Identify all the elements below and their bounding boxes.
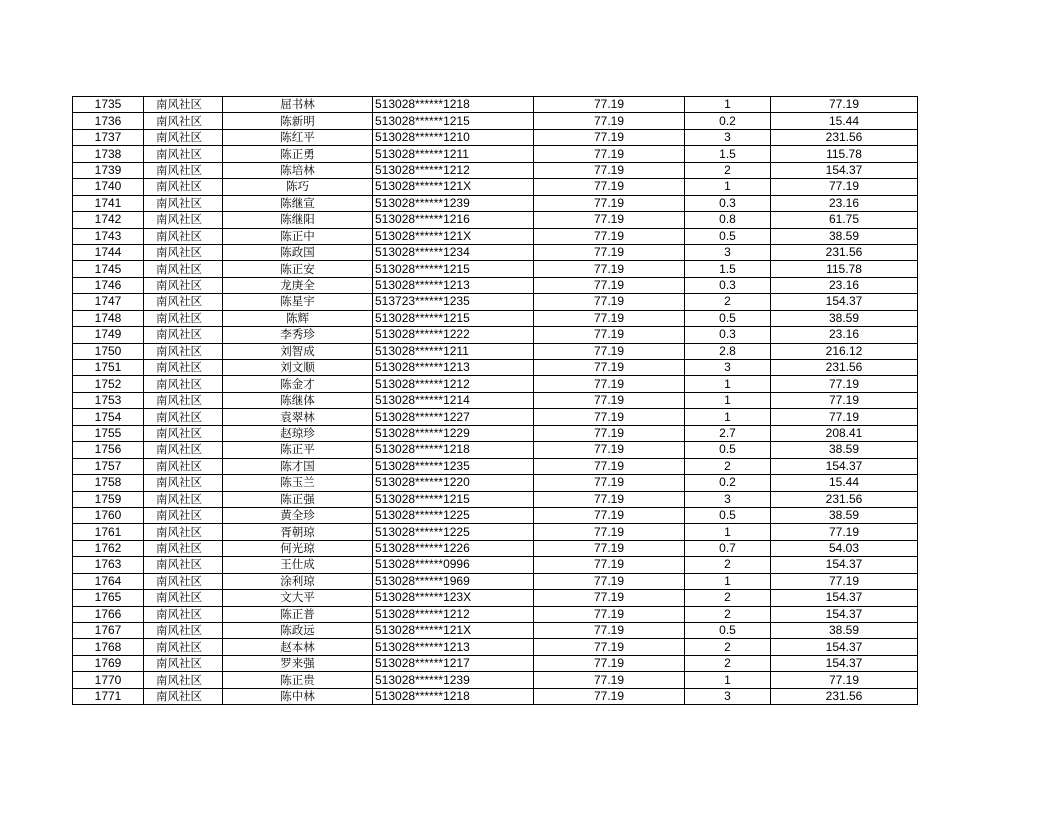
id-number-cell: 513028******121X bbox=[373, 179, 534, 195]
table-row bbox=[73, 310, 918, 326]
community-cell: 南风社区 bbox=[144, 475, 223, 491]
row-number: 1768 bbox=[73, 639, 144, 655]
quantity-cell: 3 bbox=[685, 688, 771, 704]
quantity-cell: 0.5 bbox=[685, 507, 771, 523]
quantity-cell: 2.7 bbox=[685, 425, 771, 441]
quantity-cell: 0.2 bbox=[685, 475, 771, 491]
table-row bbox=[73, 606, 918, 622]
row-number: 1746 bbox=[73, 277, 144, 293]
name-cell: 陈政国 bbox=[223, 244, 373, 260]
quantity-cell: 1 bbox=[685, 392, 771, 408]
id-number-cell: 513028******1218 bbox=[373, 442, 534, 458]
unit-price-cell: 77.19 bbox=[534, 672, 685, 688]
id-number-cell: 513028******1210 bbox=[373, 129, 534, 145]
id-number-cell: 513028******1225 bbox=[373, 524, 534, 540]
amount-cell: 154.37 bbox=[771, 606, 918, 622]
unit-price-cell: 77.19 bbox=[534, 376, 685, 392]
row-number: 1765 bbox=[73, 590, 144, 606]
community-cell: 南风社区 bbox=[144, 310, 223, 326]
row-number: 1739 bbox=[73, 162, 144, 178]
unit-price-cell: 77.19 bbox=[534, 392, 685, 408]
amount-cell: 38.59 bbox=[771, 623, 918, 639]
row-number: 1756 bbox=[73, 442, 144, 458]
name-cell: 龙庚全 bbox=[223, 277, 373, 293]
name-cell: 陈正中 bbox=[223, 228, 373, 244]
community-cell: 南风社区 bbox=[144, 425, 223, 441]
id-number-cell: 513028******121X bbox=[373, 228, 534, 244]
quantity-cell: 1 bbox=[685, 573, 771, 589]
unit-price-cell: 77.19 bbox=[534, 590, 685, 606]
community-cell: 南风社区 bbox=[144, 655, 223, 671]
row-number: 1757 bbox=[73, 458, 144, 474]
quantity-cell: 2 bbox=[685, 294, 771, 310]
community-cell: 南风社区 bbox=[144, 540, 223, 556]
row-number: 1759 bbox=[73, 491, 144, 507]
community-cell: 南风社区 bbox=[144, 327, 223, 343]
community-cell: 南风社区 bbox=[144, 212, 223, 228]
id-number-cell: 513028******1212 bbox=[373, 606, 534, 622]
community-cell: 南风社区 bbox=[144, 639, 223, 655]
name-cell: 陈正安 bbox=[223, 261, 373, 277]
community-cell: 南风社区 bbox=[144, 162, 223, 178]
id-number-cell: 513028******1969 bbox=[373, 573, 534, 589]
amount-cell: 77.19 bbox=[771, 409, 918, 425]
row-number: 1769 bbox=[73, 655, 144, 671]
community-cell: 南风社区 bbox=[144, 343, 223, 359]
community-cell: 南风社区 bbox=[144, 623, 223, 639]
row-number: 1764 bbox=[73, 573, 144, 589]
community-cell: 南风社区 bbox=[144, 524, 223, 540]
unit-price-cell: 77.19 bbox=[534, 557, 685, 573]
name-cell: 涂利琼 bbox=[223, 573, 373, 589]
table-row bbox=[73, 688, 918, 704]
id-number-cell: 513028******1239 bbox=[373, 672, 534, 688]
id-number-cell: 513723******1235 bbox=[373, 294, 534, 310]
amount-cell: 154.37 bbox=[771, 590, 918, 606]
name-cell: 刘智成 bbox=[223, 343, 373, 359]
quantity-cell: 2 bbox=[685, 606, 771, 622]
unit-price-cell: 77.19 bbox=[534, 327, 685, 343]
unit-price-cell: 77.19 bbox=[534, 179, 685, 195]
name-cell: 陈正贵 bbox=[223, 672, 373, 688]
id-number-cell: 513028******1234 bbox=[373, 244, 534, 260]
quantity-cell: 0.5 bbox=[685, 228, 771, 244]
table-row bbox=[73, 507, 918, 523]
name-cell: 陈培林 bbox=[223, 162, 373, 178]
row-number: 1766 bbox=[73, 606, 144, 622]
amount-cell: 154.37 bbox=[771, 639, 918, 655]
community-cell: 南风社区 bbox=[144, 228, 223, 244]
community-cell: 南风社区 bbox=[144, 606, 223, 622]
quantity-cell: 0.8 bbox=[685, 212, 771, 228]
table-row bbox=[73, 573, 918, 589]
amount-cell: 38.59 bbox=[771, 507, 918, 523]
table-row bbox=[73, 524, 918, 540]
community-cell: 南风社区 bbox=[144, 277, 223, 293]
amount-cell: 115.78 bbox=[771, 261, 918, 277]
table-row bbox=[73, 261, 918, 277]
community-cell: 南风社区 bbox=[144, 146, 223, 162]
quantity-cell: 1 bbox=[685, 524, 771, 540]
name-cell: 陈继体 bbox=[223, 392, 373, 408]
amount-cell: 231.56 bbox=[771, 360, 918, 376]
name-cell: 陈正勇 bbox=[223, 146, 373, 162]
unit-price-cell: 77.19 bbox=[534, 162, 685, 178]
unit-price-cell: 77.19 bbox=[534, 277, 685, 293]
table-row bbox=[73, 179, 918, 195]
amount-cell: 54.03 bbox=[771, 540, 918, 556]
quantity-cell: 2 bbox=[685, 557, 771, 573]
table-row bbox=[73, 639, 918, 655]
row-number: 1749 bbox=[73, 327, 144, 343]
quantity-cell: 2.8 bbox=[685, 343, 771, 359]
amount-cell: 77.19 bbox=[771, 97, 918, 113]
quantity-cell: 0.5 bbox=[685, 310, 771, 326]
quantity-cell: 0.3 bbox=[685, 195, 771, 211]
community-cell: 南风社区 bbox=[144, 129, 223, 145]
amount-cell: 231.56 bbox=[771, 244, 918, 260]
table-row bbox=[73, 655, 918, 671]
name-cell: 陈辉 bbox=[223, 310, 373, 326]
table-row bbox=[73, 343, 918, 359]
unit-price-cell: 77.19 bbox=[534, 475, 685, 491]
amount-cell: 23.16 bbox=[771, 195, 918, 211]
amount-cell: 115.78 bbox=[771, 146, 918, 162]
row-number: 1763 bbox=[73, 557, 144, 573]
community-cell: 南风社区 bbox=[144, 590, 223, 606]
amount-cell: 231.56 bbox=[771, 129, 918, 145]
community-cell: 南风社区 bbox=[144, 261, 223, 277]
quantity-cell: 2 bbox=[685, 590, 771, 606]
unit-price-cell: 77.19 bbox=[534, 409, 685, 425]
amount-cell: 208.41 bbox=[771, 425, 918, 441]
id-number-cell: 513028******1215 bbox=[373, 491, 534, 507]
unit-price-cell: 77.19 bbox=[534, 146, 685, 162]
unit-price-cell: 77.19 bbox=[534, 310, 685, 326]
table-row bbox=[73, 458, 918, 474]
unit-price-cell: 77.19 bbox=[534, 688, 685, 704]
table-row bbox=[73, 212, 918, 228]
quantity-cell: 3 bbox=[685, 129, 771, 145]
quantity-cell: 0.5 bbox=[685, 623, 771, 639]
id-number-cell: 513028******0996 bbox=[373, 557, 534, 573]
id-number-cell: 513028******1227 bbox=[373, 409, 534, 425]
table-row bbox=[73, 360, 918, 376]
unit-price-cell: 77.19 bbox=[534, 639, 685, 655]
name-cell: 文大平 bbox=[223, 590, 373, 606]
row-number: 1740 bbox=[73, 179, 144, 195]
name-cell: 刘文顺 bbox=[223, 360, 373, 376]
row-number: 1762 bbox=[73, 540, 144, 556]
table-row bbox=[73, 146, 918, 162]
quantity-cell: 0.5 bbox=[685, 442, 771, 458]
id-number-cell: 513028******1217 bbox=[373, 655, 534, 671]
table-row bbox=[73, 623, 918, 639]
table-row bbox=[73, 672, 918, 688]
name-cell: 胥朝琼 bbox=[223, 524, 373, 540]
amount-cell: 38.59 bbox=[771, 442, 918, 458]
quantity-cell: 1 bbox=[685, 672, 771, 688]
name-cell: 陈红平 bbox=[223, 129, 373, 145]
name-cell: 屈书林 bbox=[223, 97, 373, 113]
row-number: 1747 bbox=[73, 294, 144, 310]
name-cell: 陈正强 bbox=[223, 491, 373, 507]
id-number-cell: 513028******1212 bbox=[373, 162, 534, 178]
amount-cell: 23.16 bbox=[771, 277, 918, 293]
quantity-cell: 1 bbox=[685, 179, 771, 195]
table-row bbox=[73, 129, 918, 145]
community-cell: 南风社区 bbox=[144, 244, 223, 260]
name-cell: 赵本林 bbox=[223, 639, 373, 655]
amount-cell: 77.19 bbox=[771, 524, 918, 540]
table-row bbox=[73, 277, 918, 293]
unit-price-cell: 77.19 bbox=[534, 97, 685, 113]
row-number: 1745 bbox=[73, 261, 144, 277]
name-cell: 陈玉兰 bbox=[223, 475, 373, 491]
community-cell: 南风社区 bbox=[144, 376, 223, 392]
row-number: 1761 bbox=[73, 524, 144, 540]
table-body bbox=[73, 97, 918, 705]
id-number-cell: 513028******1220 bbox=[373, 475, 534, 491]
community-cell: 南风社区 bbox=[144, 688, 223, 704]
amount-cell: 77.19 bbox=[771, 392, 918, 408]
table-row bbox=[73, 540, 918, 556]
name-cell: 陈巧 bbox=[223, 179, 373, 195]
community-cell: 南风社区 bbox=[144, 113, 223, 129]
amount-cell: 61.75 bbox=[771, 212, 918, 228]
amount-cell: 77.19 bbox=[771, 573, 918, 589]
unit-price-cell: 77.19 bbox=[534, 261, 685, 277]
amount-cell: 216.12 bbox=[771, 343, 918, 359]
name-cell: 陈政远 bbox=[223, 623, 373, 639]
row-number: 1754 bbox=[73, 409, 144, 425]
row-number: 1753 bbox=[73, 392, 144, 408]
id-number-cell: 513028******1239 bbox=[373, 195, 534, 211]
name-cell: 黄全珍 bbox=[223, 507, 373, 523]
table-row bbox=[73, 557, 918, 573]
name-cell: 袁翠林 bbox=[223, 409, 373, 425]
id-number-cell: 513028******1214 bbox=[373, 392, 534, 408]
id-number-cell: 513028******1218 bbox=[373, 688, 534, 704]
id-number-cell: 513028******1213 bbox=[373, 360, 534, 376]
quantity-cell: 0.2 bbox=[685, 113, 771, 129]
unit-price-cell: 77.19 bbox=[534, 360, 685, 376]
name-cell: 赵琼珍 bbox=[223, 425, 373, 441]
amount-cell: 154.37 bbox=[771, 458, 918, 474]
quantity-cell: 2 bbox=[685, 639, 771, 655]
quantity-cell: 2 bbox=[685, 458, 771, 474]
table-row bbox=[73, 244, 918, 260]
table-row bbox=[73, 113, 918, 129]
unit-price-cell: 77.19 bbox=[534, 606, 685, 622]
name-cell: 陈金才 bbox=[223, 376, 373, 392]
community-cell: 南风社区 bbox=[144, 573, 223, 589]
name-cell: 陈新明 bbox=[223, 113, 373, 129]
data-table bbox=[72, 96, 918, 705]
table-row bbox=[73, 162, 918, 178]
name-cell: 李秀珍 bbox=[223, 327, 373, 343]
unit-price-cell: 77.19 bbox=[534, 540, 685, 556]
id-number-cell: 513028******123X bbox=[373, 590, 534, 606]
id-number-cell: 513028******1216 bbox=[373, 212, 534, 228]
name-cell: 陈正普 bbox=[223, 606, 373, 622]
quantity-cell: 2 bbox=[685, 162, 771, 178]
unit-price-cell: 77.19 bbox=[534, 343, 685, 359]
quantity-cell: 0.3 bbox=[685, 327, 771, 343]
row-number: 1770 bbox=[73, 672, 144, 688]
amount-cell: 231.56 bbox=[771, 491, 918, 507]
row-number: 1738 bbox=[73, 146, 144, 162]
community-cell: 南风社区 bbox=[144, 507, 223, 523]
table-row bbox=[73, 425, 918, 441]
unit-price-cell: 77.19 bbox=[534, 425, 685, 441]
name-cell: 陈中林 bbox=[223, 688, 373, 704]
row-number: 1735 bbox=[73, 97, 144, 113]
row-number: 1771 bbox=[73, 688, 144, 704]
row-number: 1758 bbox=[73, 475, 144, 491]
id-number-cell: 513028******1213 bbox=[373, 277, 534, 293]
amount-cell: 23.16 bbox=[771, 327, 918, 343]
id-number-cell: 513028******1215 bbox=[373, 310, 534, 326]
quantity-cell: 1.5 bbox=[685, 146, 771, 162]
community-cell: 南风社区 bbox=[144, 458, 223, 474]
row-number: 1737 bbox=[73, 129, 144, 145]
unit-price-cell: 77.19 bbox=[534, 491, 685, 507]
id-number-cell: 513028******1212 bbox=[373, 376, 534, 392]
table-row bbox=[73, 475, 918, 491]
row-number: 1742 bbox=[73, 212, 144, 228]
id-number-cell: 513028******1226 bbox=[373, 540, 534, 556]
unit-price-cell: 77.19 bbox=[534, 195, 685, 211]
table-row bbox=[73, 590, 918, 606]
id-number-cell: 513028******1215 bbox=[373, 113, 534, 129]
amount-cell: 154.37 bbox=[771, 655, 918, 671]
name-cell: 陈正平 bbox=[223, 442, 373, 458]
name-cell: 王仕成 bbox=[223, 557, 373, 573]
quantity-cell: 0.3 bbox=[685, 277, 771, 293]
table-row bbox=[73, 376, 918, 392]
amount-cell: 154.37 bbox=[771, 162, 918, 178]
amount-cell: 77.19 bbox=[771, 376, 918, 392]
id-number-cell: 513028******1218 bbox=[373, 97, 534, 113]
id-number-cell: 513028******121X bbox=[373, 623, 534, 639]
id-number-cell: 513028******1225 bbox=[373, 507, 534, 523]
row-number: 1752 bbox=[73, 376, 144, 392]
row-number: 1748 bbox=[73, 310, 144, 326]
row-number: 1751 bbox=[73, 360, 144, 376]
id-number-cell: 513028******1222 bbox=[373, 327, 534, 343]
quantity-cell: 3 bbox=[685, 244, 771, 260]
community-cell: 南风社区 bbox=[144, 195, 223, 211]
table-row bbox=[73, 392, 918, 408]
row-number: 1750 bbox=[73, 343, 144, 359]
community-cell: 南风社区 bbox=[144, 179, 223, 195]
quantity-cell: 1.5 bbox=[685, 261, 771, 277]
table-row bbox=[73, 409, 918, 425]
community-cell: 南风社区 bbox=[144, 672, 223, 688]
community-cell: 南风社区 bbox=[144, 409, 223, 425]
amount-cell: 154.37 bbox=[771, 294, 918, 310]
name-cell: 陈继阳 bbox=[223, 212, 373, 228]
row-number: 1743 bbox=[73, 228, 144, 244]
unit-price-cell: 77.19 bbox=[534, 655, 685, 671]
quantity-cell: 3 bbox=[685, 360, 771, 376]
community-cell: 南风社区 bbox=[144, 392, 223, 408]
name-cell: 陈才国 bbox=[223, 458, 373, 474]
community-cell: 南风社区 bbox=[144, 97, 223, 113]
community-cell: 南风社区 bbox=[144, 294, 223, 310]
amount-cell: 154.37 bbox=[771, 557, 918, 573]
community-cell: 南风社区 bbox=[144, 557, 223, 573]
unit-price-cell: 77.19 bbox=[534, 294, 685, 310]
quantity-cell: 2 bbox=[685, 655, 771, 671]
table-row bbox=[73, 97, 918, 113]
unit-price-cell: 77.19 bbox=[534, 524, 685, 540]
row-number: 1736 bbox=[73, 113, 144, 129]
name-cell: 罗来强 bbox=[223, 655, 373, 671]
table-row bbox=[73, 327, 918, 343]
unit-price-cell: 77.19 bbox=[534, 228, 685, 244]
unit-price-cell: 77.19 bbox=[534, 458, 685, 474]
unit-price-cell: 77.19 bbox=[534, 244, 685, 260]
amount-cell: 15.44 bbox=[771, 475, 918, 491]
unit-price-cell: 77.19 bbox=[534, 113, 685, 129]
id-number-cell: 513028******1211 bbox=[373, 343, 534, 359]
unit-price-cell: 77.19 bbox=[534, 573, 685, 589]
name-cell: 何光琼 bbox=[223, 540, 373, 556]
row-number: 1744 bbox=[73, 244, 144, 260]
amount-cell: 15.44 bbox=[771, 113, 918, 129]
community-cell: 南风社区 bbox=[144, 360, 223, 376]
id-number-cell: 513028******1229 bbox=[373, 425, 534, 441]
row-number: 1755 bbox=[73, 425, 144, 441]
table-row bbox=[73, 228, 918, 244]
name-cell: 陈星宇 bbox=[223, 294, 373, 310]
table-row bbox=[73, 442, 918, 458]
table-row bbox=[73, 294, 918, 310]
row-number: 1741 bbox=[73, 195, 144, 211]
unit-price-cell: 77.19 bbox=[534, 129, 685, 145]
table-row bbox=[73, 195, 918, 211]
row-number: 1760 bbox=[73, 507, 144, 523]
table-row bbox=[73, 491, 918, 507]
community-cell: 南风社区 bbox=[144, 491, 223, 507]
quantity-cell: 3 bbox=[685, 491, 771, 507]
id-number-cell: 513028******1235 bbox=[373, 458, 534, 474]
quantity-cell: 1 bbox=[685, 97, 771, 113]
quantity-cell: 1 bbox=[685, 409, 771, 425]
unit-price-cell: 77.19 bbox=[534, 507, 685, 523]
row-number: 1767 bbox=[73, 623, 144, 639]
amount-cell: 38.59 bbox=[771, 310, 918, 326]
amount-cell: 231.56 bbox=[771, 688, 918, 704]
unit-price-cell: 77.19 bbox=[534, 212, 685, 228]
amount-cell: 77.19 bbox=[771, 672, 918, 688]
id-number-cell: 513028******1211 bbox=[373, 146, 534, 162]
unit-price-cell: 77.19 bbox=[534, 442, 685, 458]
id-number-cell: 513028******1215 bbox=[373, 261, 534, 277]
community-cell: 南风社区 bbox=[144, 442, 223, 458]
quantity-cell: 0.7 bbox=[685, 540, 771, 556]
unit-price-cell: 77.19 bbox=[534, 623, 685, 639]
amount-cell: 77.19 bbox=[771, 179, 918, 195]
name-cell: 陈继宣 bbox=[223, 195, 373, 211]
id-number-cell: 513028******1213 bbox=[373, 639, 534, 655]
quantity-cell: 1 bbox=[685, 376, 771, 392]
amount-cell: 38.59 bbox=[771, 228, 918, 244]
